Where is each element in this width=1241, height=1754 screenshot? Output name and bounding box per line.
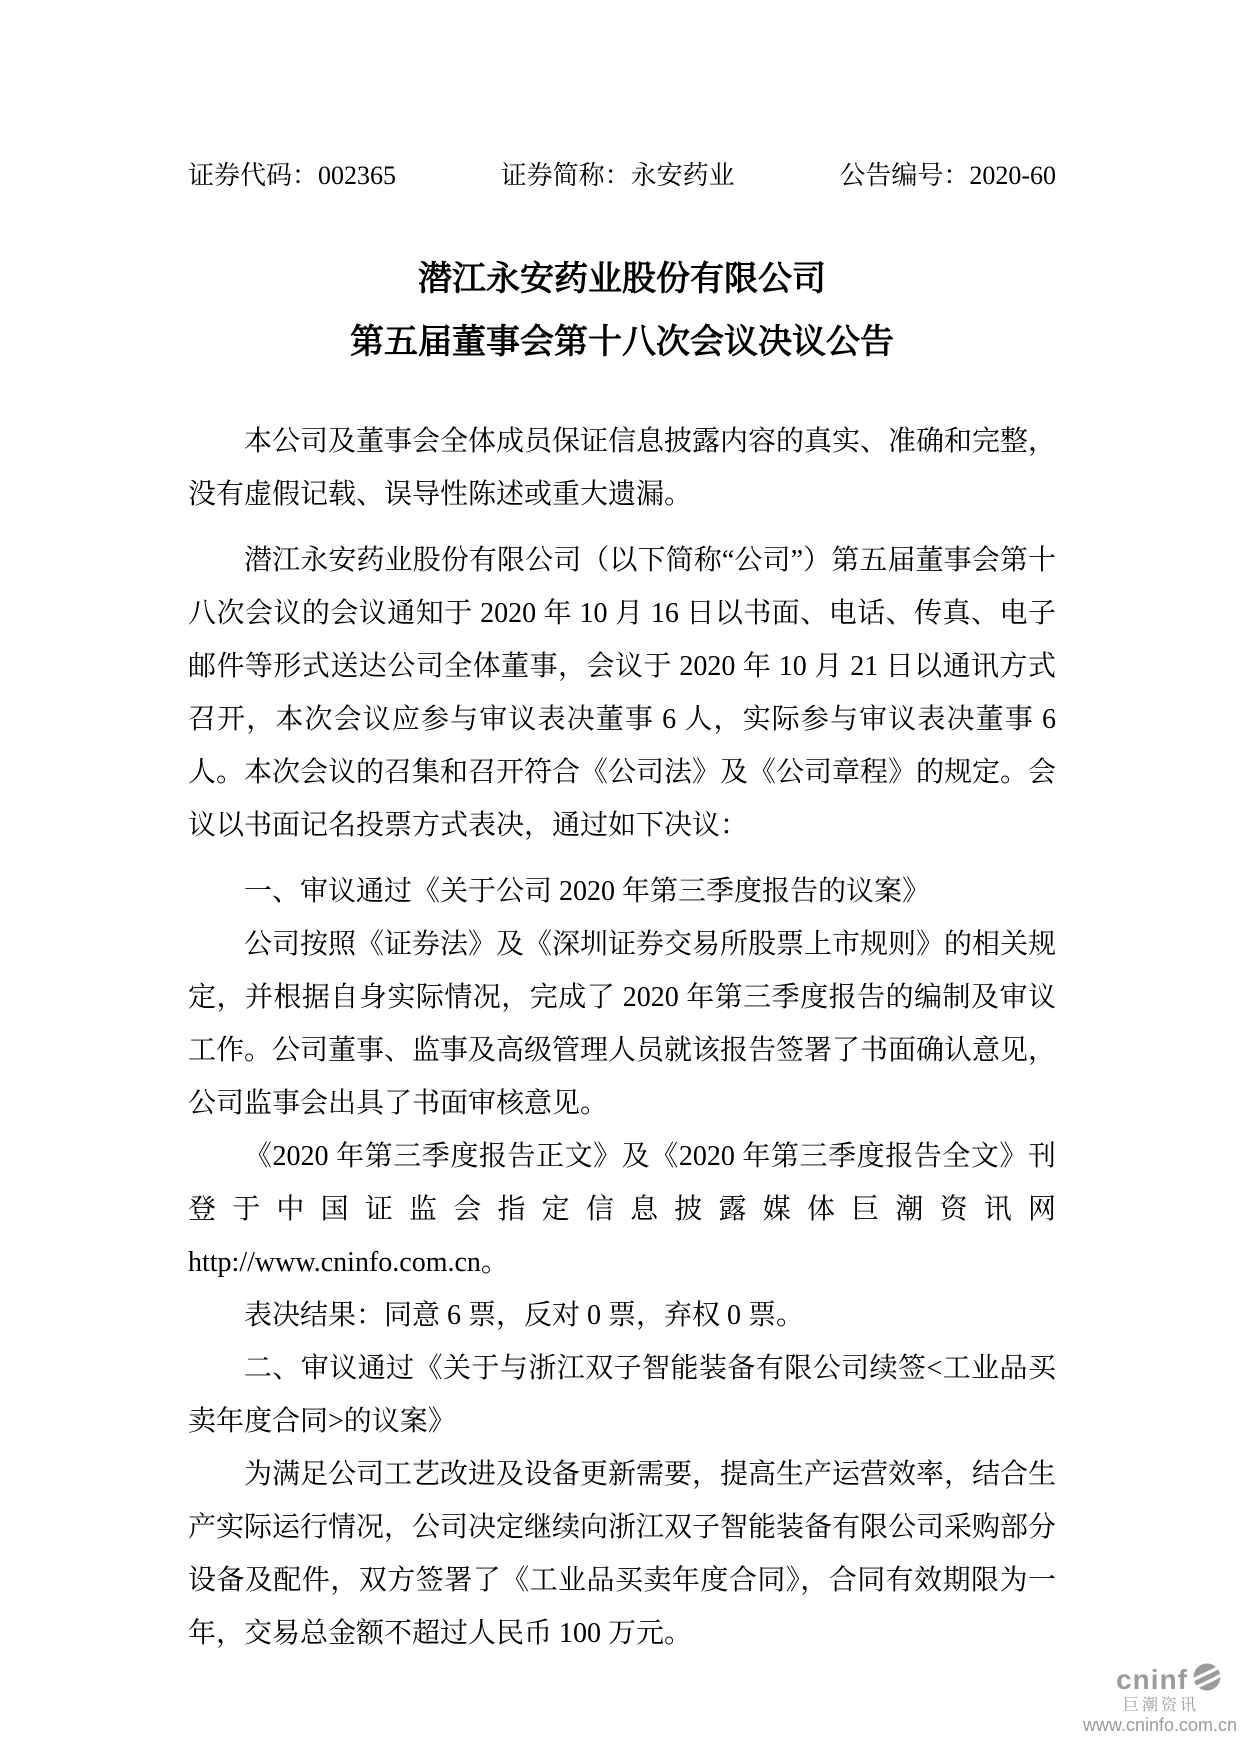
announcement-title: 第五届董事会第十八次会议决议公告 [350,323,894,361]
paragraph: 表决结果：同意 6 票，反对 0 票，弃权 0 票。 [244,1300,805,1331]
cninfo-swoosh-icon [1193,1663,1221,1696]
paragraph: 为满足公司工艺改进及设备更新需要，提高生产运营效率，结合生产实际运行情况，公司决定继续向浙江双子智能装备有限公司采购部分设备及配件，双方签署了《工业品买卖年度合同》，合同有效期限为一年，交易总金额不超过人民币 100 万元。 [188,1459,1057,1649]
document-header [188,160,1056,192]
document-title [188,248,1056,374]
paragraph: 本公司及董事会全体成员保证信息披露内容的真实、准确和完整，没有虚假记载、误导性陈述或重大遗漏。 [188,426,1057,510]
cninfo-logo-text: cninf [1116,1663,1188,1695]
paragraph: 公司按照《证券法》及《深圳证券交易所股票上市规则》的相关规定，并根据自身实际情况，完成了 2020 年第三季度报告的编制及审议工作。公司董事、监事及高级管理人员就该报告签署了书面确认意见，公司监事会出具了书面审核意见。 [188,929,1057,1119]
cninfo-logo [1083,1663,1237,1736]
paragraph: 《2020 年第三季度报告正文》及《2020 年第三季度报告全文》刊登于中国证监会指定信息披露媒体巨潮资讯网 http://www.cninfo.com.cn。 [188,1141,1056,1278]
company-name-title: 潜江永安药业股份有限公司 [418,260,826,298]
cninfo-logo-row [1083,1663,1221,1696]
paragraph: 潜江永安药业股份有限公司（以下简称“公司”）第五届董事会第十八次会议的会议通知于 2020 年 10 月 16 日以书面、电话、传真、电子邮件等形式送达公司全体董事，会议于 2020 年 10 月 21 日以通讯方式召开，本次会议应参与审议表决董事 6 人，实际参与审议表决董事 6 人。本次会议的召集和召开符合《公司法》及《公司章程》的规定。会议以书面记名投票方式表决，通过如下决议： [188,545,1057,841]
cninfo-logo-chinese-name: 巨潮资讯 [1122,1697,1199,1714]
document-content [188,0,1056,1660]
stock-short-name: 证券简称：永安药业 [500,161,735,190]
document-body [188,415,1056,1660]
stock-code: 证券代码：002365 [188,161,397,190]
resolution-heading: 二、审议通过《关于与浙江双子智能装备有限公司续签<工业品买卖年度合同>的议案》 [188,1353,1056,1437]
cninfo-logo-url: www.cninfo.com.cn [1082,1715,1237,1735]
resolution-heading: 一、审议通过《关于公司 2020 年第三季度报告的议案》 [244,876,931,907]
announcement-number: 公告编号：2020-60 [839,161,1056,190]
